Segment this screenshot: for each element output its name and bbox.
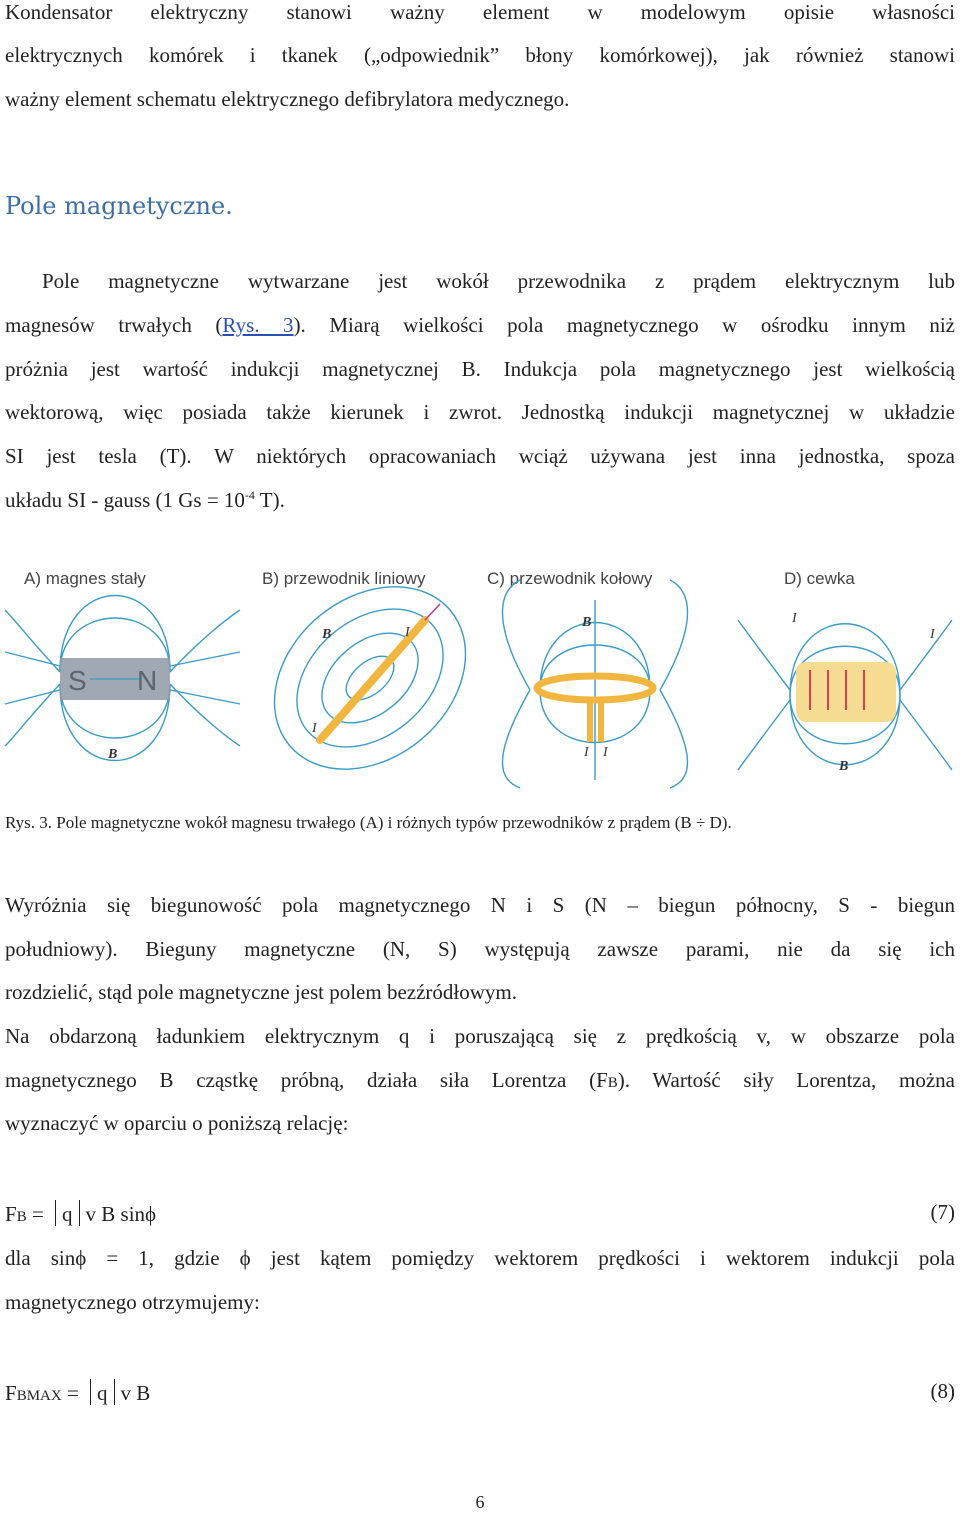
p3-line-2: magnetycznego B cząstkę próbną, działa siła Lorentza (FB). Wartość siły Lorentza, można [5, 1068, 955, 1092]
p3-line-3: wyznaczyć w oparciu o poniższą relację: [5, 1111, 349, 1135]
p2-line-3: rozdzielić, stąd pole magnetyczne jest polem bezźródłowym. [5, 980, 517, 1004]
vector-b-label-a: B [108, 747, 118, 762]
equation-7-number: (7) [930, 1200, 955, 1224]
p2-line-1: Wyróżnia się biegunowość pola magnetycznego N i S (N – biegun północny, S - biegun [5, 893, 955, 917]
p1-line-3: próżnia jest wartość indukcji magnetycznej B. Indukcja pola magnetycznego jest wielkością [5, 357, 955, 381]
p4-line-2: magnetycznego otrzymujemy: [5, 1290, 260, 1314]
equation-8: FBMAX = q v B (8) [5, 1379, 955, 1405]
magnet-s-label: S [68, 665, 87, 696]
magnetic-field-figure [0, 560, 960, 790]
page-number: 6 [475, 1492, 485, 1512]
p1-line-1: Pole magnetyczne wytwarzane jest wokół przewodnika z prądem elektrycznym lub [42, 269, 955, 293]
panel-d [738, 569, 952, 774]
current-label-c-left: I [584, 745, 589, 760]
p1-line-2: magnesów trwałych (Rys. 3). Miarą wielkości pola magnetycznego w ośrodku innym niż [5, 313, 956, 337]
equation-7: FB = q v B sinϕ (7) [5, 1200, 955, 1226]
current-label-c-right: I [603, 745, 608, 760]
p1-line-6: układu SI - gauss (1 $Gs = 10^{-4}$ T). [5, 488, 285, 512]
p1-line-5: SI jest tesla (T). W niektórych opracowaniach wciąż używana jest inna jednostka, spoza [5, 444, 955, 468]
vector-b-label-d: B [839, 759, 849, 774]
p1-line-4: wektorową, więc posiada także kierunek i zwrot. Jednostką indukcji magnetycznej w układzie [5, 400, 955, 424]
panel-c [487, 569, 688, 788]
figure-caption: Rys. 3. Pole magnetyczne wokół magnesu trwałego (A) i różnych typów przewodników z prądem (B ÷ D). [5, 813, 732, 832]
section-title: Pole magnetyczne. [5, 192, 233, 220]
panel-b [238, 560, 502, 790]
p4-line-1: dla sinϕ = 1, gdzie ϕ jest kątem pomiędzy wektorem prędkości i wektorem indukcji pola [5, 1246, 955, 1270]
panel-a [5, 569, 240, 762]
vector-b-label-b: B [322, 627, 332, 642]
panel-d-label: D) cewka [784, 569, 855, 588]
intro-line-3: ważny element schematu elektrycznego defibrylatora medycznego. [5, 87, 570, 111]
intro-line-2: elektrycznych komórek i tkanek („odpowiednik” błony komórkowej), jak również stanowi [5, 43, 955, 67]
p3-line-1: Na obdarzoną ładunkiem elektrycznym q i poruszającą się z prędkością v, w obszarze pola [5, 1024, 955, 1048]
current-label-d-right: I [930, 627, 935, 642]
panel-c-label: C) przewodnik kołowy [487, 569, 653, 588]
current-label-b-top: I [405, 625, 410, 640]
intro-line-1: Kondensator elektryczny stanowi ważny element w modelowym opisie własności [5, 0, 955, 24]
figure-link[interactable]: Rys. 3 [222, 313, 294, 337]
panel-a-label: A) magnes stały [24, 569, 146, 588]
current-label-d-left: I [792, 611, 797, 626]
vector-b-label-c: B [582, 615, 592, 630]
current-label-b-bottom: I [312, 721, 317, 736]
magnet-n-label: N [137, 665, 158, 696]
panel-b-label: B) przewodnik liniowy [262, 569, 426, 588]
p2-line-2: południowy). Bieguny magnetyczne (N, S) występują zawsze parami, nie da się ich [5, 937, 955, 961]
equation-8-number: (8) [930, 1379, 955, 1403]
